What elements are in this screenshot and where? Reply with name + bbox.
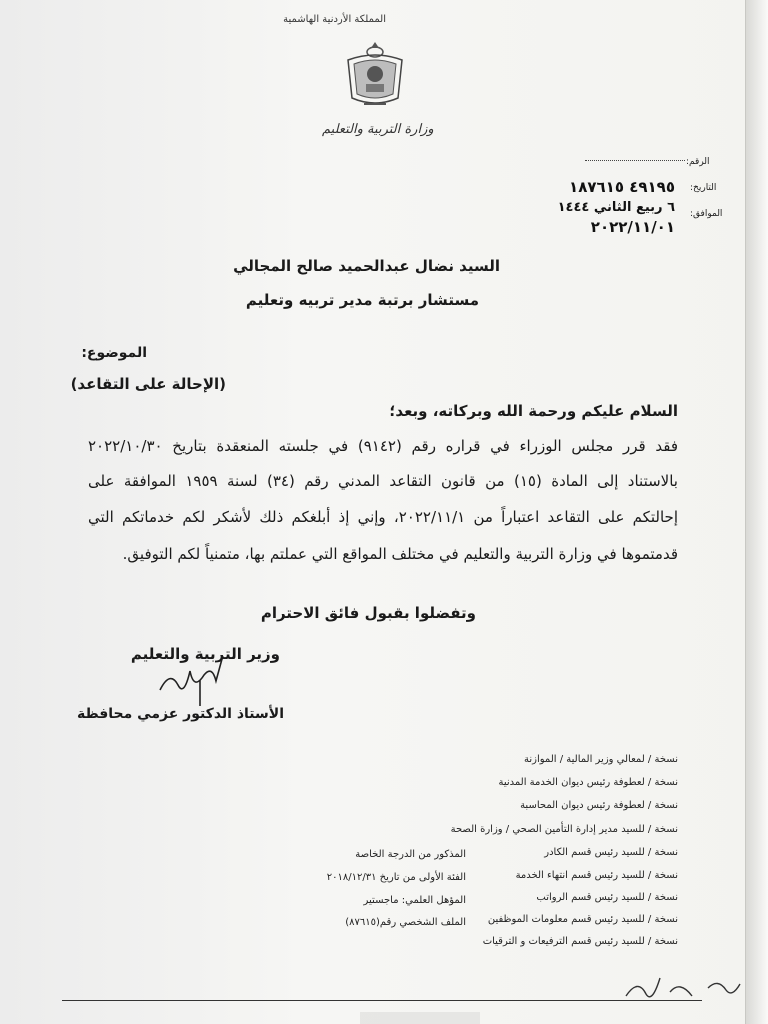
note-line: الفئة الأولى من تاريخ ٢٠١٨/١٢/٣١ bbox=[326, 872, 466, 883]
copy-line: نسخة / للسيد رئيس قسم معلومات الموظفين bbox=[487, 914, 678, 925]
hijri-date: ٦ ربيع الثاني ١٤٤٤ bbox=[557, 200, 675, 215]
copy-line: نسخة / لعطوفة رئيس ديوان المحاسبة bbox=[520, 800, 678, 811]
body-line: قدمتموها في وزارة التربية والتعليم في مختلف المواقع التي عملتم بها، متمنياً لكم التوفيق. bbox=[122, 545, 678, 563]
royal-header-text: المملكة الأردنية الهاشمية bbox=[283, 14, 386, 25]
hijri-label: الموافق: bbox=[690, 209, 723, 219]
body-line: إحالتكم على التقاعد اعتباراً من ٢٠٢٢/١١/١، وإني إذ أبلغكم ذلك لأشكر لكم خدماتكم التي bbox=[88, 508, 678, 526]
body-line: بالاستناد إلى المادة (١٥) من قانون التقاعد المدني رقم (٣٤) لسنة ١٩٥٩ الموافقة على bbox=[88, 472, 678, 490]
initials-scribble-icon bbox=[620, 962, 750, 1006]
subject-label: الموضوع: bbox=[81, 345, 147, 361]
gregorian-date: ٢٠٢٢/١١/٠١ bbox=[590, 218, 675, 236]
ministry-name: وزارة التربية والتعليم bbox=[322, 122, 434, 137]
paper-edge bbox=[745, 0, 768, 1024]
bottom-smudge bbox=[360, 1012, 480, 1024]
recipient-name: السيد نضال عبدالحميد صالح المجالي bbox=[233, 257, 500, 275]
footer-rule bbox=[62, 1000, 702, 1001]
ref-dotted-line bbox=[585, 160, 685, 161]
copy-line: نسخة / للسيد رئيس قسم انتهاء الخدمة bbox=[515, 870, 678, 881]
recipient-title: مستشار برتبة مدير تربيه وتعليم bbox=[245, 291, 479, 309]
copy-line: نسخة / لعطوفة رئيس ديوان الخدمة المدنية bbox=[498, 777, 678, 788]
royal-emblem-icon bbox=[340, 38, 410, 110]
copy-line: نسخة / لمعالي وزير المالية / الموازنة bbox=[524, 754, 678, 765]
copy-line: نسخة / للسيد مدير إدارة التأمين الصحي / وزارة الصحة bbox=[450, 824, 678, 835]
ref-label: الرقم: bbox=[686, 157, 710, 167]
date-label: التاريخ: bbox=[690, 183, 717, 193]
copy-line: نسخة / للسيد رئيس قسم الكادر bbox=[544, 847, 678, 858]
note-line: المؤهل العلمي: ماجستير bbox=[363, 895, 466, 906]
greeting: السلام عليكم ورحمة الله وبركاته، وبعد؛ bbox=[389, 402, 678, 420]
closing-line: وتفضلوا بقبول فائق الاحترام bbox=[260, 604, 476, 622]
copy-line: نسخة / للسيد رئيس قسم الرواتب bbox=[536, 892, 678, 903]
subject-text: (الإحالة على التقاعد) bbox=[70, 375, 226, 393]
signature-icon bbox=[140, 660, 260, 710]
minister-name: الأستاذ الدكتور عزمي محافظة bbox=[76, 706, 284, 722]
copy-line: نسخة / للسيد رئيس قسم الترفيعات و الترقيات bbox=[482, 936, 678, 947]
note-line: المذكور من الدرجة الخاصة bbox=[355, 849, 466, 860]
body-line: فقد قرر مجلس الوزراء في قراره رقم (٩١٤٢) في جلسته المنعقدة بتاريخ ٢٠٢٢/١٠/٣٠ bbox=[88, 437, 678, 455]
ref-number: ٤٩١٩٥ ١٨٧٦١٥ bbox=[569, 178, 675, 196]
note-line: الملف الشخصي رقم(٨٧٦١٥) bbox=[345, 917, 466, 928]
minister-title: وزير التربية والتعليم bbox=[130, 645, 280, 663]
